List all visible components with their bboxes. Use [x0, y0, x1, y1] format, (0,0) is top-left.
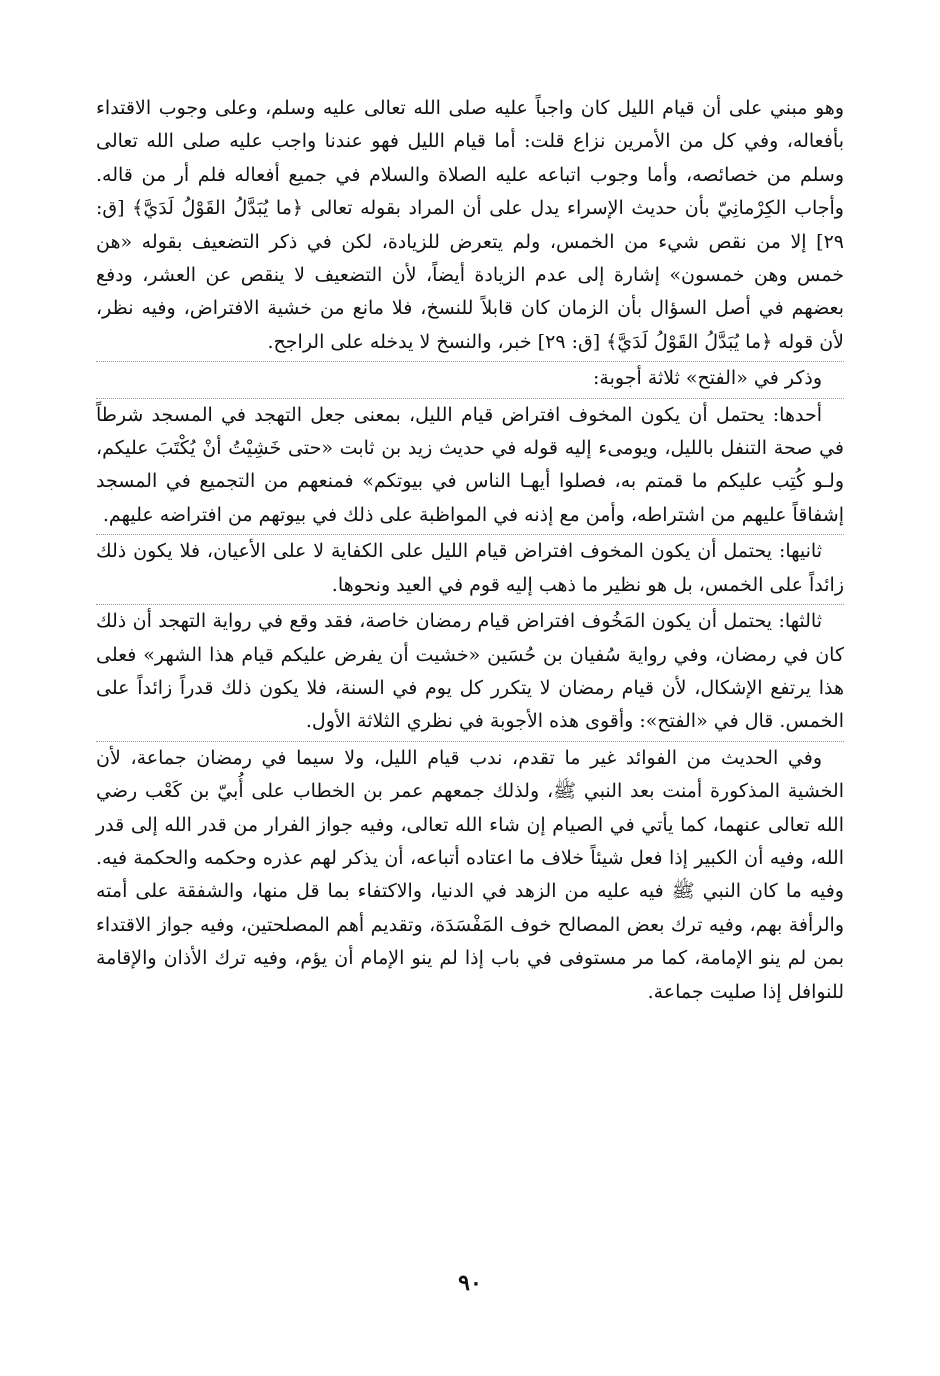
page-body	[96, 92, 844, 1009]
page-number: ٩٠	[458, 1270, 482, 1296]
paragraph-benefits: وفي الحديث من الفوائد غير ما تقدم، ندب قيام الليل، ولا سيما في رمضان جماعة، لأن الخشية المذكورة أمنت بعد النبي ﷺ، ولذلك جمعهم عمر بن الخطاب على أُبيّ بن كَعْب رضي الله تعالى عنهما، كما يأتي في الصيام إن شاء الله تعالى، وفيه جواز الفرار من قدر الله إلى قدر الله، وفيه أن الكبير إذا فعل شيئاً خلاف ما اعتاده أتباعه، أن يذكر لهم عذره وحكمه والحكمة فيه. وفيه ما كان النبي ﷺ فيه عليه من الزهد في الدنيا، والاكتفاء بما قل منها، والشفقة على أمته والرأفة بهم، وفيه ترك بعض المصالح خوف المَفْسَدَة، وتقديم أهم المصلحتين، وفيه جواز الاقتداء بمن لم ينو الإمامة، كما مر مستوفى في باب إذا لم ينو الإمام أن يؤم، وفيه ترك الأذان والإقامة للنوافل إذا صليت جماعة.	[96, 746, 844, 1003]
paragraph-answer-two: ثانيها: يحتمل أن يكون المخوف افتراض قيام الليل على الكفاية لا على الأعيان، فلا يكون ذلك زائداً على الخمس، بل هو نظير ما ذهب إليه قوم في العيد ونحوها.	[96, 540, 844, 596]
paragraph-answer-one: أحدها: يحتمل أن يكون المخوف افتراض قيام الليل، بمعنى جعل التهجد في المسجد شرطاً في صحة التنفل بالليل، ويومىء إليه قوله في حديث زيد بن ثابت «حتى خَشِيْتُ أنْ يُكْتَبَ عليكم، ولـو كُتِب عليكم ما قمتم به، فصلوا أيهـا الناس في بيوتكم» فمنعهم من التجميع في المسجد إشفاقاً عليهم من اشتراطه، وأمن مع إذنه في المواظبة على ذلك في بيوتهم من افتراضه عليهم.	[96, 403, 844, 526]
paragraph-answer-three: ثالثها: يحتمل أن يكون المَخُوف افتراض قيام رمضان خاصة، فقد وقع في رواية التهجد أن ذلك كان في رمضان، وفي رواية سُفيان بن حُسَين «خشيت أن يفرض عليكم قيام هذا الشهر» فعلى هذا يرتفع الإشكال، لأن قيام رمضان لا يتكرر كل يوم في السنة، فلا يكون ذلك قدراً زائداً على الخمس. قال في «الفتح»: وأقوى هذه الأجوبة في نظري الثلاثة الأول.	[96, 610, 844, 733]
paragraph-intro: وهو مبني على أن قيام الليل كان واجباً عليه صلى الله تعالى عليه وسلم، وعلى وجوب الاقتداء بأفعاله، وفي كل من الأمرين نزاع قلت: أما قيام الليل فهو عندنا واجب عليه صلى الله تعالى وسلم من خصائصه، وأما وجوب اتباعه عليه الصلاة والسلام في جميع أفعاله فلم أر من قاله. وأجاب الكِرْمانِيّ بأن حديث الإسراء يدل على أن المراد بقوله تعالى ﴿ما يُبَدَّلُ القَوْلُ لَدَيَّ﴾ [ق: ٢٩] إلا من نقص شيء من الخمس، ولم يتعرض للزيادة، لكن في ذكر التضعيف بقوله «هن خمس وهن خمسون» إشارة إلى عدم الزيادة أيضاً، لأن التضعيف لا ينقص عن العشر، ودفع بعضهم في أصل السؤال بأن الزمان كان قابلاً للنسخ، فلا مانع من خشية الافتراض، وفيه نظر، لأن قوله ﴿ما يُبَدَّلُ القَوْلُ لَدَيَّ﴾ [ق: ٢٩] خبر، والنسخ لا يدخله على الراجح.	[96, 97, 844, 353]
paragraph-fath-three-answers: وذكر في «الفتح» ثلاثة أجوبة:	[593, 367, 822, 390]
